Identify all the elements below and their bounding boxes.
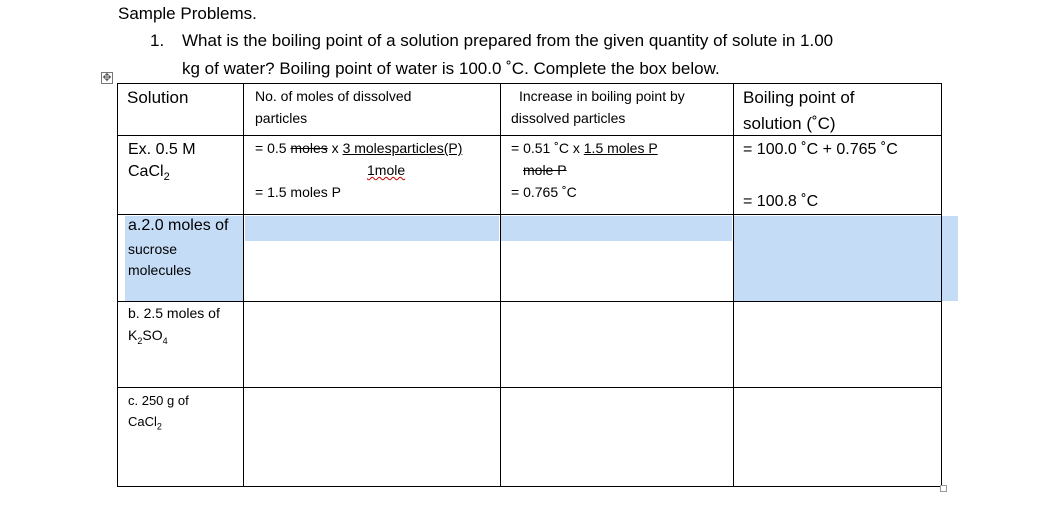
example-moles-calc: = 0.5 moles x 3 molesparticles(P) <box>255 140 463 156</box>
row-c-moles-cell[interactable] <box>244 388 500 486</box>
row-a-line2: sucrose <box>128 241 178 257</box>
table-move-handle-icon[interactable]: ✥ <box>102 72 112 84</box>
row-a-selection-col2 <box>245 216 499 241</box>
row-b-moles-cell[interactable] <box>244 302 500 387</box>
question-text-line2: kg of water? Boiling point of water is 100.0 ˚C. Complete the box below. <box>182 59 720 78</box>
example-increase-calc: = 0.51 ˚C x 1.5 moles P <box>511 140 658 156</box>
header-solution: Solution <box>127 88 189 107</box>
example-bp-line2: = 100.8 ˚C <box>743 193 819 210</box>
heading: Sample Problems. <box>118 4 257 23</box>
example-moles-result: = 1.5 moles P <box>255 184 341 200</box>
row-a-increase-cell[interactable] <box>501 242 733 300</box>
example-bp-line1: = 100.0 ˚C + 0.765 ˚C <box>743 141 898 158</box>
row-c-bp-cell[interactable] <box>734 388 941 486</box>
row-a-selection-col4 <box>734 216 958 301</box>
question-text-line1: What is the boiling point of a solution prepared from the given quantity of solute in 1.00 <box>182 31 834 50</box>
row-a-line3: molecules <box>128 262 192 278</box>
example-solution-line1: Ex. 0.5 M <box>128 141 196 158</box>
example-increase-result: = 0.765 ˚C <box>511 184 577 200</box>
example-increase-denominator: mole P <box>523 162 567 178</box>
row-b-increase-cell[interactable] <box>501 302 733 387</box>
example-moles-denominator: 1mole <box>367 162 406 178</box>
row-c-line1: c. 250 g of <box>128 393 189 408</box>
table-resize-handle[interactable] <box>940 485 947 492</box>
row-b-line2: $K_2SO_4$ <box>128 327 168 346</box>
row-c-line2: CaCl$_2$ <box>128 414 162 432</box>
header-bp-line2: solution (˚C) <box>743 114 836 133</box>
row-a-selection-col3 <box>501 216 732 241</box>
row-b-line1: b. 2.5 moles of <box>128 305 220 321</box>
row-c-increase-cell[interactable] <box>501 388 733 486</box>
example-solution-line2: CaCl$_2$ <box>128 163 170 184</box>
header-increase-line2: dissolved particles <box>511 110 626 126</box>
row-a-line1: a.2.0 moles of <box>128 217 229 234</box>
row-a-moles-cell[interactable] <box>244 242 500 300</box>
row-b-bp-cell[interactable] <box>734 302 941 387</box>
header-increase-line1: Increase in boiling point by <box>519 88 685 104</box>
header-bp-line1: Boiling point of <box>743 88 855 107</box>
question-number: 1. <box>150 31 165 50</box>
header-moles-line2: particles <box>255 110 308 126</box>
header-moles-line1: No. of moles of dissolved <box>255 88 412 104</box>
